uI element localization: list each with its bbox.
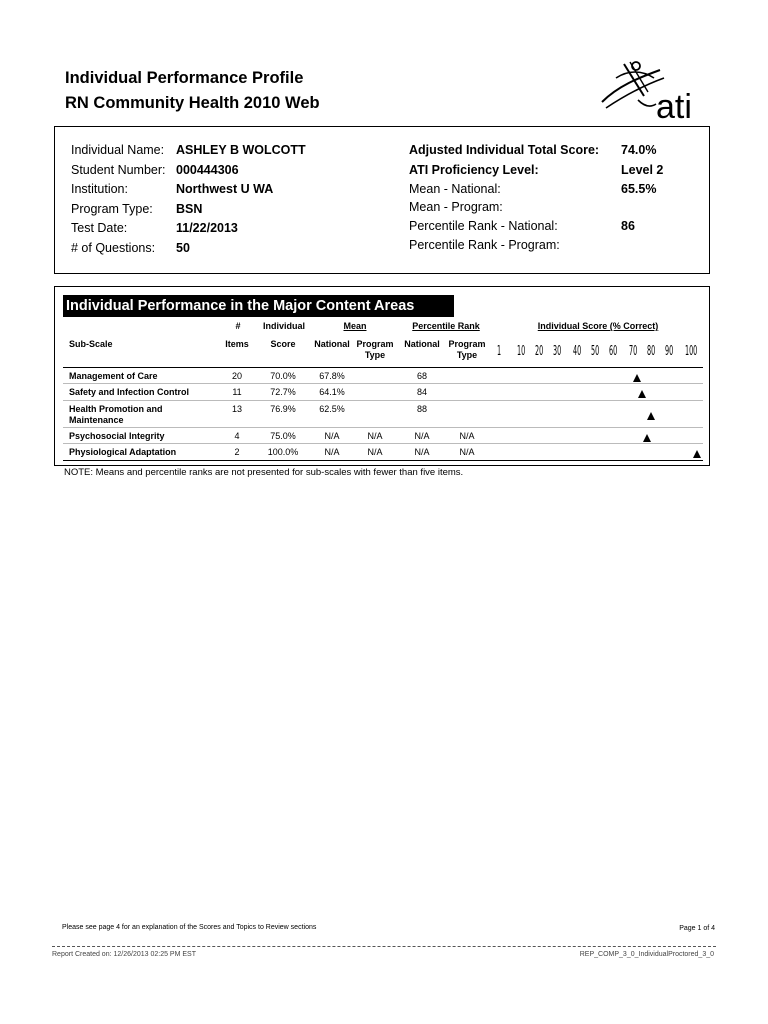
mean-national-label: Mean - National: <box>409 182 501 196</box>
individual-score: 100.0% <box>267 447 299 457</box>
scale-tick-label: 70 <box>629 344 638 359</box>
individual-score: 76.9% <box>270 404 296 414</box>
proficiency-label: ATI Proficiency Level: <box>409 163 539 177</box>
info-value: 11/22/2013 <box>176 221 238 235</box>
col-header-percentile-rank: Percentile Rank <box>412 321 480 331</box>
percentile-national-value: 86 <box>621 219 635 233</box>
footer-divider <box>52 946 716 947</box>
sub-scale-name: Psychosocial Integrity <box>69 431 165 441</box>
row-divider <box>63 367 703 368</box>
total-score-value: 74.0% <box>621 143 657 157</box>
scale-tick-label: 20 <box>535 344 544 359</box>
student-info-panel <box>54 126 710 274</box>
items-count: 4 <box>234 431 240 441</box>
row-divider <box>63 400 703 401</box>
col-header-hash: # <box>235 321 241 331</box>
info-label: Test Date: <box>71 221 128 235</box>
col-header-mean-national: National <box>314 339 350 349</box>
percentile-national: 88 <box>416 404 427 414</box>
percentile-program: N/A <box>459 447 475 457</box>
info-value: Northwest U WA <box>176 182 274 196</box>
mean-national: 67.8% <box>319 371 345 381</box>
info-label: Program Type: <box>71 202 153 216</box>
items-count: 11 <box>232 387 242 397</box>
info-value: BSN <box>176 202 203 216</box>
logo-wordmark: ati <box>656 88 692 122</box>
score-marker-triangle <box>693 450 701 458</box>
percentile-national: 68 <box>416 371 427 381</box>
scale-tick-label: 1 <box>497 344 502 359</box>
score-marker-triangle <box>638 390 646 398</box>
percentile-program-label: Percentile Rank - Program: <box>409 238 560 252</box>
individual-score: 72.7% <box>270 387 296 397</box>
info-label: Student Number: <box>71 163 166 177</box>
col-header-pr-national: National <box>404 339 440 349</box>
mean-national: N/A <box>324 447 340 457</box>
info-value: ASHLEY B WOLCOTT <box>176 143 306 157</box>
percentile-national: N/A <box>414 431 430 441</box>
scale-tick-label: 90 <box>665 344 674 359</box>
col-header-pr-program: Program Type <box>448 339 486 360</box>
percentile-national-label: Percentile Rank - National: <box>409 219 558 233</box>
col-header-sub-scale: Sub-Scale <box>69 339 113 349</box>
score-marker-triangle <box>633 374 641 382</box>
row-divider <box>63 443 703 444</box>
row-divider <box>63 383 703 384</box>
row-divider <box>63 427 703 428</box>
individual-score: 70.0% <box>270 371 296 381</box>
proficiency-value: Level 2 <box>621 163 664 177</box>
items-count: 20 <box>231 371 242 381</box>
col-header-mean: Mean <box>343 321 367 331</box>
col-header-individual: Individual <box>262 321 305 331</box>
ati-logo <box>598 56 708 122</box>
col-header-items: Items <box>225 339 249 349</box>
sub-scale-name: Health Promotion and Maintenance <box>69 404 163 425</box>
footer-explanation: Please see page 4 for an explanation of the Scores and Topics to Review sections <box>62 924 317 931</box>
performance-panel <box>54 286 710 466</box>
scale-tick-label: 40 <box>573 344 582 359</box>
items-count: 2 <box>234 447 240 457</box>
col-header-mean-program: Program Type <box>356 339 394 360</box>
col-header-individual-score: Individual Score (% Correct) <box>537 321 659 331</box>
mean-national: 62.5% <box>319 404 345 414</box>
sub-scale-name: Physiological Adaptation <box>69 447 177 457</box>
scale-tick-label: 10 <box>517 344 526 359</box>
items-count: 13 <box>231 404 242 414</box>
percentile-program: N/A <box>459 431 475 441</box>
row-divider <box>63 460 703 461</box>
scale-tick-label: 60 <box>609 344 618 359</box>
info-label: # of Questions: <box>71 241 156 255</box>
score-marker-triangle <box>647 412 655 420</box>
scale-tick-label: 30 <box>553 344 562 359</box>
mean-program-label: Mean - Program: <box>409 200 503 214</box>
mean-national-value: 65.5% <box>621 182 657 196</box>
report-created: Report Created on: 12/26/2013 02:25 PM EST <box>52 951 196 958</box>
report-title: Individual Performance Profile <box>65 69 304 87</box>
scale-tick-label: 50 <box>591 344 600 359</box>
report-title-block <box>65 66 320 116</box>
scale-tick-label: 80 <box>647 344 656 359</box>
mean-national: N/A <box>324 431 340 441</box>
info-label: Individual Name: <box>71 143 165 157</box>
mean-program: N/A <box>367 447 383 457</box>
page-number: Page 1 of 4 <box>679 925 715 932</box>
total-score-label: Adjusted Individual Total Score: <box>409 143 600 157</box>
percentile-national: 84 <box>416 387 427 397</box>
report-code: REP_COMP_3_0_IndividualProctored_3_0 <box>579 951 714 958</box>
note-text: NOTE: Means and percentile ranks are not presented for sub-scales with fewer than five items. <box>64 467 464 478</box>
info-label: Institution: <box>71 182 128 196</box>
score-marker-triangle <box>643 434 651 442</box>
sub-scale-name: Safety and Infection Control <box>69 387 190 397</box>
col-header-score: Score <box>270 339 296 349</box>
scale-tick-label: 100 <box>685 344 698 359</box>
test-name: RN Community Health 2010 Web <box>65 94 320 112</box>
percentile-national: N/A <box>414 447 430 457</box>
mean-national: 64.1% <box>319 387 345 397</box>
info-value: 50 <box>176 241 190 255</box>
info-value: 000444306 <box>176 163 239 177</box>
mean-program: N/A <box>367 431 383 441</box>
sub-scale-name: Management of Care <box>69 371 158 381</box>
individual-score: 75.0% <box>270 431 296 441</box>
section-title: Individual Performance in the Major Content Areas <box>63 295 454 317</box>
